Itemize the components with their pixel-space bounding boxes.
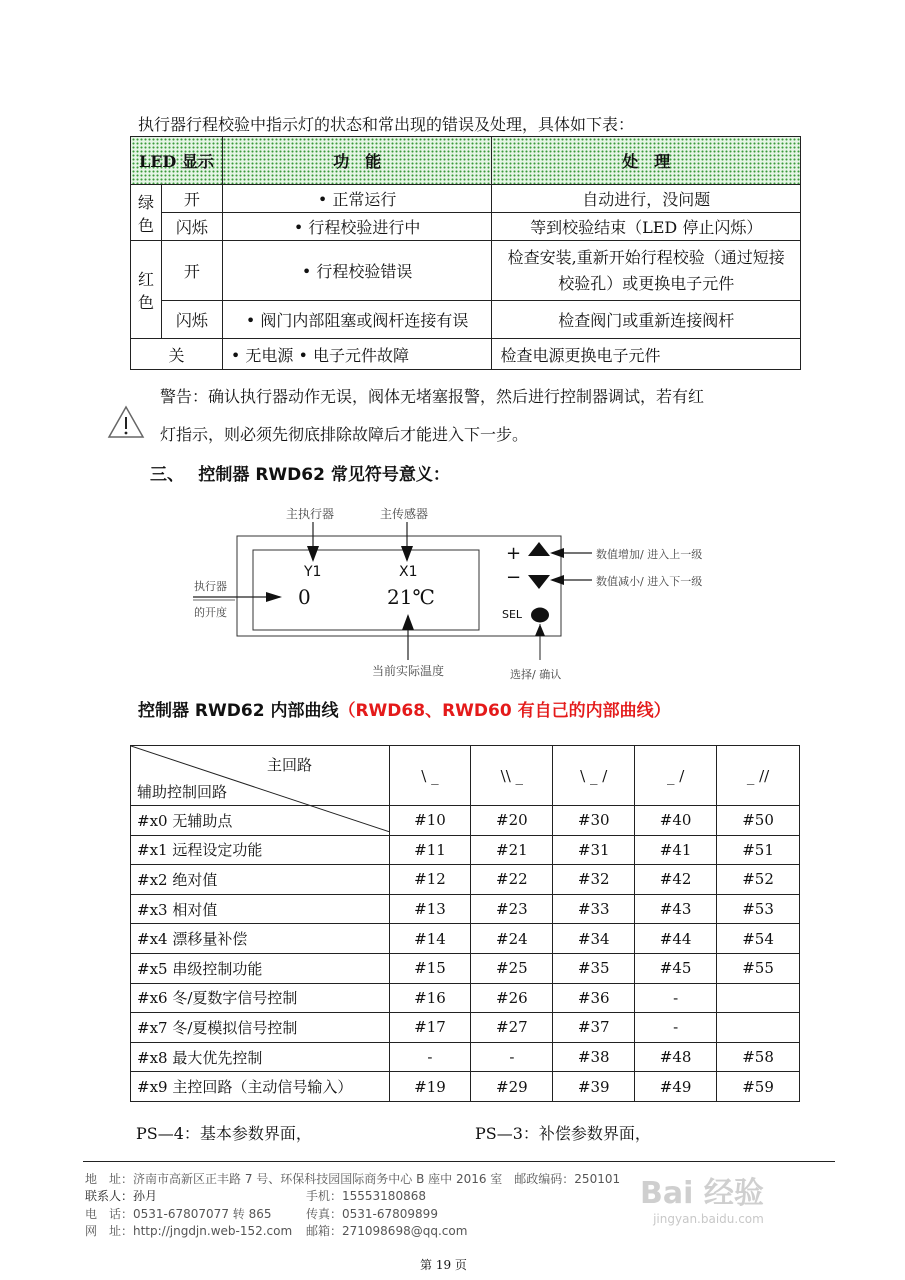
minus-sign: −	[506, 567, 522, 588]
row-label: #x8 最大优先控制	[131, 1042, 390, 1072]
handling-cell: 检查阀门或重新连接阀杆	[492, 301, 801, 339]
curve-code-cell: #35	[553, 953, 635, 983]
curve-code-cell: #32	[553, 865, 635, 895]
ps-right: PS—3：补偿参数界面，	[475, 1124, 651, 1143]
baidu-watermark	[640, 1168, 764, 1226]
state-cell: 闪烁	[161, 301, 222, 339]
footer-phone: 电 话：0531-67807077 转 865	[85, 1207, 272, 1221]
footer-contact: 联系人：孙月	[85, 1189, 158, 1203]
curve-code-cell: #55	[717, 953, 800, 983]
lcd-y1: Y1	[304, 564, 322, 580]
label-main-sensor: 主传感器	[380, 507, 429, 521]
state-cell: 关	[131, 339, 223, 370]
curve-code-cell: #27	[471, 1013, 553, 1043]
curve-code-cell: #41	[635, 835, 717, 865]
sel-label: SEL	[502, 608, 523, 621]
curve-code-cell: #15	[389, 953, 471, 983]
table-row	[131, 1072, 800, 1102]
curve-code-cell: #36	[553, 983, 635, 1013]
state-cell: 开	[161, 185, 222, 213]
curve-code-cell: -	[471, 1042, 553, 1072]
function-cell: • 正常运行	[222, 185, 492, 213]
column-header: _ //	[717, 746, 800, 806]
label-current-temp: 当前实际温度	[372, 664, 445, 678]
curve-code-cell: #43	[635, 894, 717, 924]
curve-code-cell: #58	[717, 1042, 800, 1072]
footer-email: 邮箱：271098698@qq.com	[306, 1224, 468, 1238]
table-row	[131, 1013, 800, 1043]
curve-code-cell: #42	[635, 865, 717, 895]
row-label: #x2 绝对值	[131, 865, 390, 895]
table-row	[131, 865, 800, 895]
curve-code-cell: #21	[471, 835, 553, 865]
table-row	[131, 924, 800, 954]
state-cell: 开	[161, 241, 222, 301]
curve-code-cell: #53	[717, 894, 800, 924]
handling-cell: 检查电源更换电子元件	[492, 339, 801, 370]
footer-divider	[83, 1161, 835, 1162]
lcd-value-temp: 21℃	[387, 585, 435, 609]
table-row	[131, 983, 800, 1013]
column-header: \ _	[389, 746, 471, 806]
intro-text: 执行器行程校验中指示灯的状态和常出现的错误及处理，具体如下表：	[138, 115, 635, 134]
arrow-right-icon	[266, 592, 282, 602]
curve-code-cell: #11	[389, 835, 471, 865]
header-aux-loop: 辅助控制回路	[137, 783, 228, 801]
row-label: #x5 串级控制功能	[131, 953, 390, 983]
section-3-title: 三、 控制器 RWD62 常见符号意义：	[150, 465, 450, 485]
down-button-icon	[528, 575, 550, 589]
curve-code-cell: #30	[553, 806, 635, 836]
handling-cell: 自动进行，没问题	[492, 185, 801, 213]
footer-fax: 传真：0531-67809899	[306, 1207, 438, 1221]
curve-code-cell: #17	[389, 1013, 471, 1043]
curve-code-cell: #12	[389, 865, 471, 895]
curve-code-cell: #22	[471, 865, 553, 895]
curve-code-cell: #39	[553, 1072, 635, 1102]
curve-code-cell: #34	[553, 924, 635, 954]
curve-table-header	[131, 746, 800, 806]
arrow-up-icon	[402, 614, 414, 630]
curve-code-cell: #50	[717, 806, 800, 836]
curve-table	[130, 745, 800, 1102]
warning-line-1: 警告：确认执行器动作无误，阀体无堵塞报警，然后进行控制器调试，若有红	[160, 387, 705, 406]
sel-button	[531, 608, 549, 623]
function-cell: • 行程校验错误	[222, 241, 492, 301]
footer-mobile: 手机：15553180868	[306, 1189, 426, 1203]
curve-code-cell: #13	[389, 894, 471, 924]
curve-code-cell	[717, 983, 800, 1013]
label-down-desc: 数值减小/ 进入下一级	[596, 575, 703, 588]
column-header: _ /	[635, 746, 717, 806]
watermark-brand: Bai 经验	[640, 1176, 764, 1211]
row-label: #x6 冬/夏数字信号控制	[131, 983, 390, 1013]
curve-code-cell: #38	[553, 1042, 635, 1072]
curve-title-main: 控制器 RWD62 内部曲线	[138, 701, 339, 721]
handling-cell: 等到校验结束（LED 停止闪烁）	[492, 213, 801, 241]
label-actuator-1: 执行器	[194, 580, 227, 593]
warning-line-2: 灯指示，则必须先彻底排除故障后才能进入下一步。	[160, 425, 529, 444]
state-cell: 闪烁	[161, 213, 222, 241]
curve-code-cell: #10	[389, 806, 471, 836]
row-label: #x4 漂移量补偿	[131, 924, 390, 954]
arrow-down-icon	[307, 546, 319, 562]
table-row	[131, 835, 800, 865]
table-row	[131, 894, 800, 924]
curve-code-cell: #49	[635, 1072, 717, 1102]
lcd-screen	[253, 550, 479, 630]
function-cell: • 行程校验进行中	[222, 213, 492, 241]
column-header: \\ _	[471, 746, 553, 806]
curve-code-cell: #40	[635, 806, 717, 836]
curve-code-cell: #51	[717, 835, 800, 865]
arrow-left-icon	[550, 575, 564, 585]
header-diagonal-cell	[131, 746, 390, 806]
curve-code-cell: #31	[553, 835, 635, 865]
label-actuator-2: 的开度	[194, 606, 227, 619]
ps-left: PS—4：基本参数界面，	[136, 1124, 312, 1143]
label-up-desc: 数值增加/ 进入上一级	[596, 548, 703, 561]
curve-code-cell: #52	[717, 865, 800, 895]
curve-code-cell	[717, 1013, 800, 1043]
row-label: #x7 冬/夏模拟信号控制	[131, 1013, 390, 1043]
curve-code-cell: #19	[389, 1072, 471, 1102]
curve-code-cell: -	[635, 1013, 717, 1043]
lcd-x1: X1	[399, 564, 418, 580]
curve-code-cell: #14	[389, 924, 471, 954]
handling-cell: 检查安装,重新开始行程校验（通过短接校验孔）或更换电子元件	[492, 241, 801, 301]
header-handling: 处 理	[492, 137, 801, 185]
row-label: #x1 远程设定功能	[131, 835, 390, 865]
color-green: 绿色	[131, 185, 162, 241]
curve-code-cell: #23	[471, 894, 553, 924]
label-main-actuator: 主执行器	[286, 507, 335, 521]
curve-code-cell: #45	[635, 953, 717, 983]
arrow-left-icon	[550, 548, 564, 558]
table-row	[131, 953, 800, 983]
arrow-down-icon	[401, 546, 413, 562]
footer-website: 网 址：http://jngdjn.web-152.com	[85, 1224, 293, 1238]
row-label: #x3 相对值	[131, 894, 390, 924]
row-label: #x0 无辅助点	[131, 806, 390, 836]
function-cell: • 无电源 • 电子元件故障	[222, 339, 492, 370]
curve-code-cell: #24	[471, 924, 553, 954]
lcd-value-opening: 0	[298, 585, 311, 609]
footer-address: 地 址：济南市高新区正丰路 7 号、环保科技园国际商务中心 B 座中 2016 室 邮政编码：250101	[85, 1172, 621, 1186]
curve-code-cell: #48	[635, 1042, 717, 1072]
function-cell: • 阀门内部阻塞或阀杆连接有误	[222, 301, 492, 339]
curve-code-cell: #26	[471, 983, 553, 1013]
curve-code-cell: #33	[553, 894, 635, 924]
watermark-url: jingyan.baidu.com	[653, 1212, 764, 1226]
curve-code-cell: #44	[635, 924, 717, 954]
page-number: 第 19 页	[420, 1258, 467, 1272]
curve-code-cell: -	[635, 983, 717, 1013]
curve-code-cell: #16	[389, 983, 471, 1013]
curve-title	[138, 696, 671, 721]
plus-sign: +	[506, 543, 522, 564]
header-led: LED 显示	[131, 137, 223, 185]
column-header: \ _ /	[553, 746, 635, 806]
curve-code-cell: #20	[471, 806, 553, 836]
curve-code-cell: #59	[717, 1072, 800, 1102]
header-function: 功 能	[222, 137, 492, 185]
curve-code-cell: #54	[717, 924, 800, 954]
color-red: 红色	[131, 241, 162, 339]
up-button-icon	[528, 542, 550, 556]
arrow-up-icon	[535, 624, 545, 636]
curve-title-note: （RWD68、RWD60 有自己的内部曲线）	[338, 701, 671, 721]
row-label: #x9 主控回路（主动信号输入）	[131, 1072, 390, 1102]
label-sel-desc: 选择/ 确认	[510, 668, 562, 681]
curve-code-cell: -	[389, 1042, 471, 1072]
curve-code-cell: #25	[471, 953, 553, 983]
header-main-loop: 主回路	[267, 756, 313, 774]
curve-code-cell: #37	[553, 1013, 635, 1043]
table-row	[131, 1042, 800, 1072]
curve-code-cell: #29	[471, 1072, 553, 1102]
